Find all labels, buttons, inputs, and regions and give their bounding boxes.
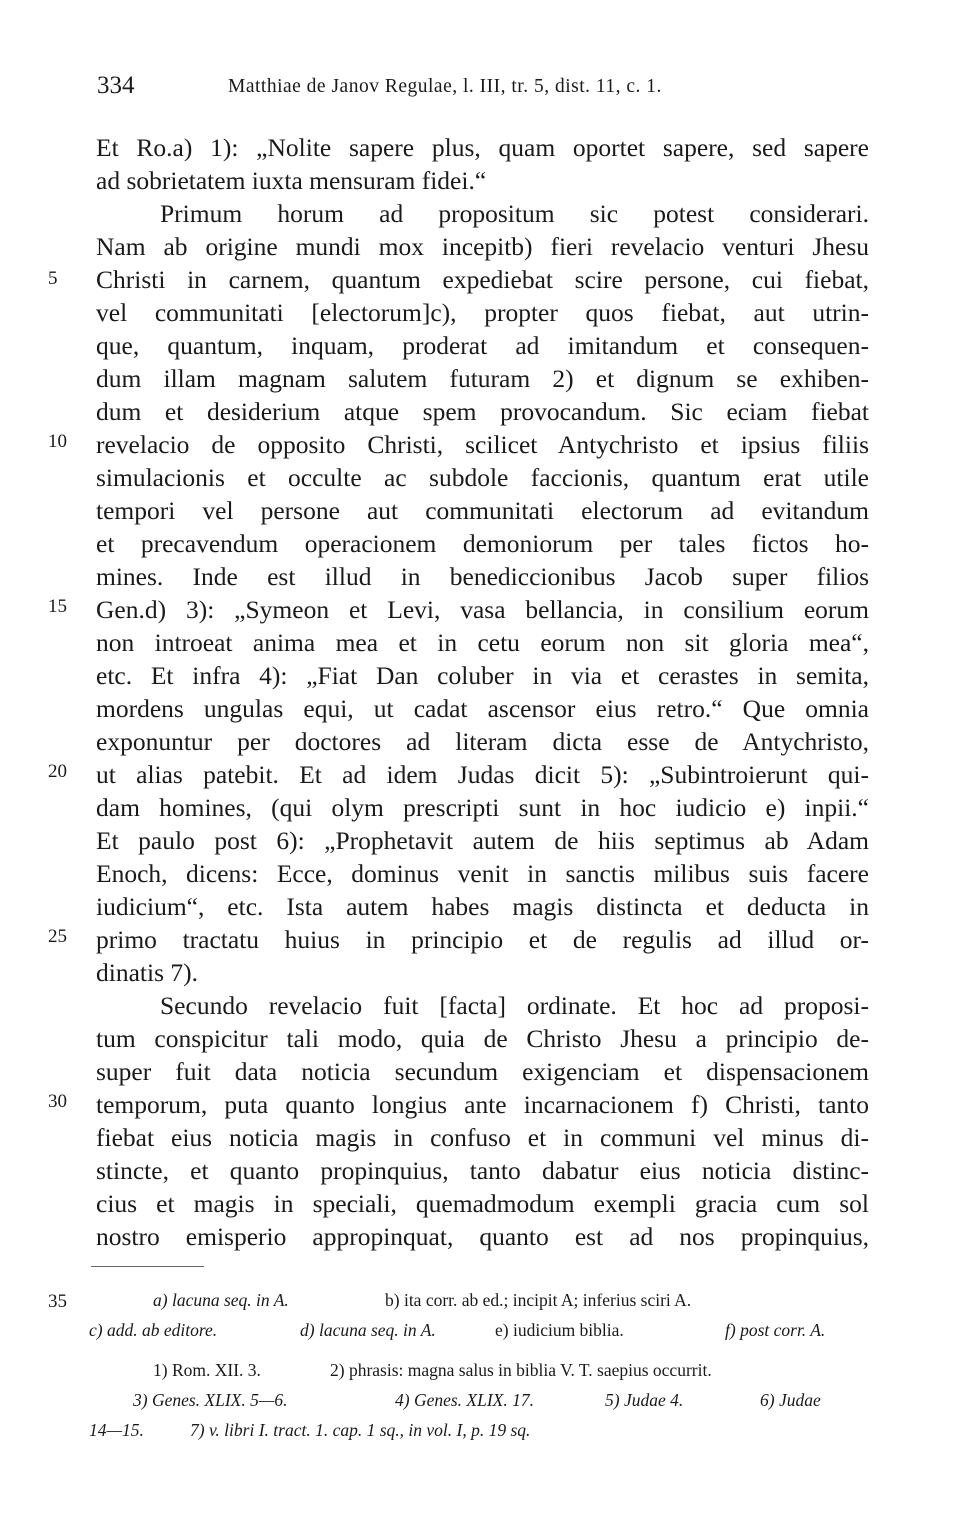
text-line: nostro emisperio appropinquat, quanto est ad nos propinquius, bbox=[96, 1222, 869, 1251]
text-line: fiebat eius noticia magis in confuso et in communi vel minus di- bbox=[96, 1123, 869, 1152]
text-line: Enoch, dicens: Ecce, dominus venit in sanctis milibus suis facere bbox=[96, 859, 869, 888]
footnote: 7) v. libri I. tract. 1. cap. 1 sq., in vol. I, p. 19 sq. bbox=[190, 1420, 531, 1440]
text-line: dam homines, (qui olym prescripti sunt in hoc iudicio e) inpii.“ bbox=[96, 793, 869, 822]
text-line: exponuntur per doctores ad literam dicta esse de Antychristo, bbox=[96, 727, 869, 756]
text-line: Nam ab origine mundi mox incepitb) fieri revelacio venturi Jhesu bbox=[96, 232, 869, 261]
line-number: 25 bbox=[48, 926, 67, 947]
footnote: 2) phrasis: magna salus in biblia V. T. saepius occurrit. bbox=[330, 1360, 712, 1380]
text-line: Gen.d) 3): „Symeon et Levi, vasa bellancia, in consilium eorum bbox=[96, 595, 869, 624]
footnote: b) ita corr. ab ed.; incipit A; inferius sciri A. bbox=[385, 1290, 692, 1310]
line-number: 5 bbox=[48, 268, 58, 289]
text-line: temporum, puta quanto longius ante incarnacionem f) Christi, tanto bbox=[96, 1090, 869, 1119]
text-line: ad sobrietatem iuxta mensuram fidei.“ bbox=[96, 166, 487, 195]
page-number: 334 bbox=[97, 72, 135, 99]
line-number: 30 bbox=[48, 1091, 67, 1112]
footnote-rule bbox=[91, 1266, 204, 1267]
line-number: 10 bbox=[48, 431, 67, 452]
text-line: cius et magis in speciali, quemadmodum exempli gracia cum sol bbox=[96, 1189, 869, 1218]
footnote: c) add. ab editore. bbox=[89, 1320, 218, 1340]
text-line: super fuit data noticia secundum exigenciam et dispensacionem bbox=[96, 1057, 869, 1086]
footnote: a) lacuna seq. in A. bbox=[153, 1290, 289, 1310]
line-number: 35 bbox=[48, 1291, 67, 1312]
text-line: Primum horum ad propositum sic potest considerari. bbox=[160, 199, 869, 228]
footnote: f) post corr. A. bbox=[725, 1320, 826, 1340]
text-line: tum conspicitur tali modo, quia de Christo Jhesu a principio de- bbox=[96, 1024, 869, 1053]
text-line: primo tractatu huius in principio et de regulis ad illud or- bbox=[96, 925, 869, 954]
text-line: ut alias patebit. Et ad idem Judas dicit 5): „Subintroierunt qui- bbox=[96, 760, 869, 789]
text-line: dum illam magnam salutem futuram 2) et dignum se exhiben- bbox=[96, 364, 869, 393]
text-line: dum et desiderium atque spem provocandum. Sic eciam fiebat bbox=[96, 397, 869, 426]
text-line: stincte, et quanto propinquius, tanto dabatur eius noticia distinc- bbox=[96, 1156, 869, 1185]
text-line: tempori vel persone aut communitati electorum ad evitandum bbox=[96, 496, 869, 525]
text-line: Et paulo post 6): „Prophetavit autem de hiis septimus ab Adam bbox=[96, 826, 869, 855]
text-line: simulacionis et occulte ac subdole faccionis, quantum erat utile bbox=[96, 463, 869, 492]
footnote: 3) Genes. XLIX. 5—6. bbox=[133, 1390, 288, 1410]
footnote: 14—15. bbox=[89, 1420, 144, 1440]
footnote: 1) Rom. XII. 3. bbox=[153, 1360, 261, 1380]
text-line: mines. Inde est illud in benediccionibus Jacob super filios bbox=[96, 562, 869, 591]
footnote: 6) Judae bbox=[760, 1390, 821, 1410]
text-line: mordens ungulas equi, ut cadat ascensor eius retro.“ Que omnia bbox=[96, 694, 869, 723]
text-line: non introeat anima mea et in cetu eorum non sit gloria mea“, bbox=[96, 628, 869, 657]
footnote: 4) Genes. XLIX. 17. bbox=[395, 1390, 535, 1410]
text-line: etc. Et infra 4): „Fiat Dan coluber in via et cerastes in semita, bbox=[96, 661, 869, 690]
line-number: 15 bbox=[48, 596, 67, 617]
text-line: que, quantum, inquam, proderat ad imitandum et consequen- bbox=[96, 331, 869, 360]
text-line: et precavendum operacionem demoniorum per tales fictos ho- bbox=[96, 529, 869, 558]
footnote: d) lacuna seq. in A. bbox=[300, 1320, 436, 1340]
text-line: Et Ro.a) 1): „Nolite sapere plus, quam oportet sapere, sed sapere bbox=[96, 133, 869, 162]
text-line: Secundo revelacio fuit [facta] ordinate. Et hoc ad proposi- bbox=[160, 991, 869, 1020]
footnote: e) iudicium biblia. bbox=[495, 1320, 624, 1340]
text-line: dinatis 7). bbox=[96, 958, 198, 987]
text-line: iudicium“, etc. Ista autem habes magis distincta et deducta in bbox=[96, 892, 869, 921]
text-line: Christi in carnem, quantum expediebat scire persone, cui fiebat, bbox=[96, 265, 869, 294]
text-line: revelacio de opposito Christi, scilicet Antychristo et ipsius filiis bbox=[96, 430, 869, 459]
running-head: Matthiae de Janov Regulae, l. III, tr. 5, dist. 11, c. 1. bbox=[228, 76, 662, 97]
line-number: 20 bbox=[48, 761, 67, 782]
text-line: vel communitati [electorum]c), propter quos fiebat, aut utrin- bbox=[96, 298, 869, 327]
footnote: 5) Judae 4. bbox=[605, 1390, 684, 1410]
